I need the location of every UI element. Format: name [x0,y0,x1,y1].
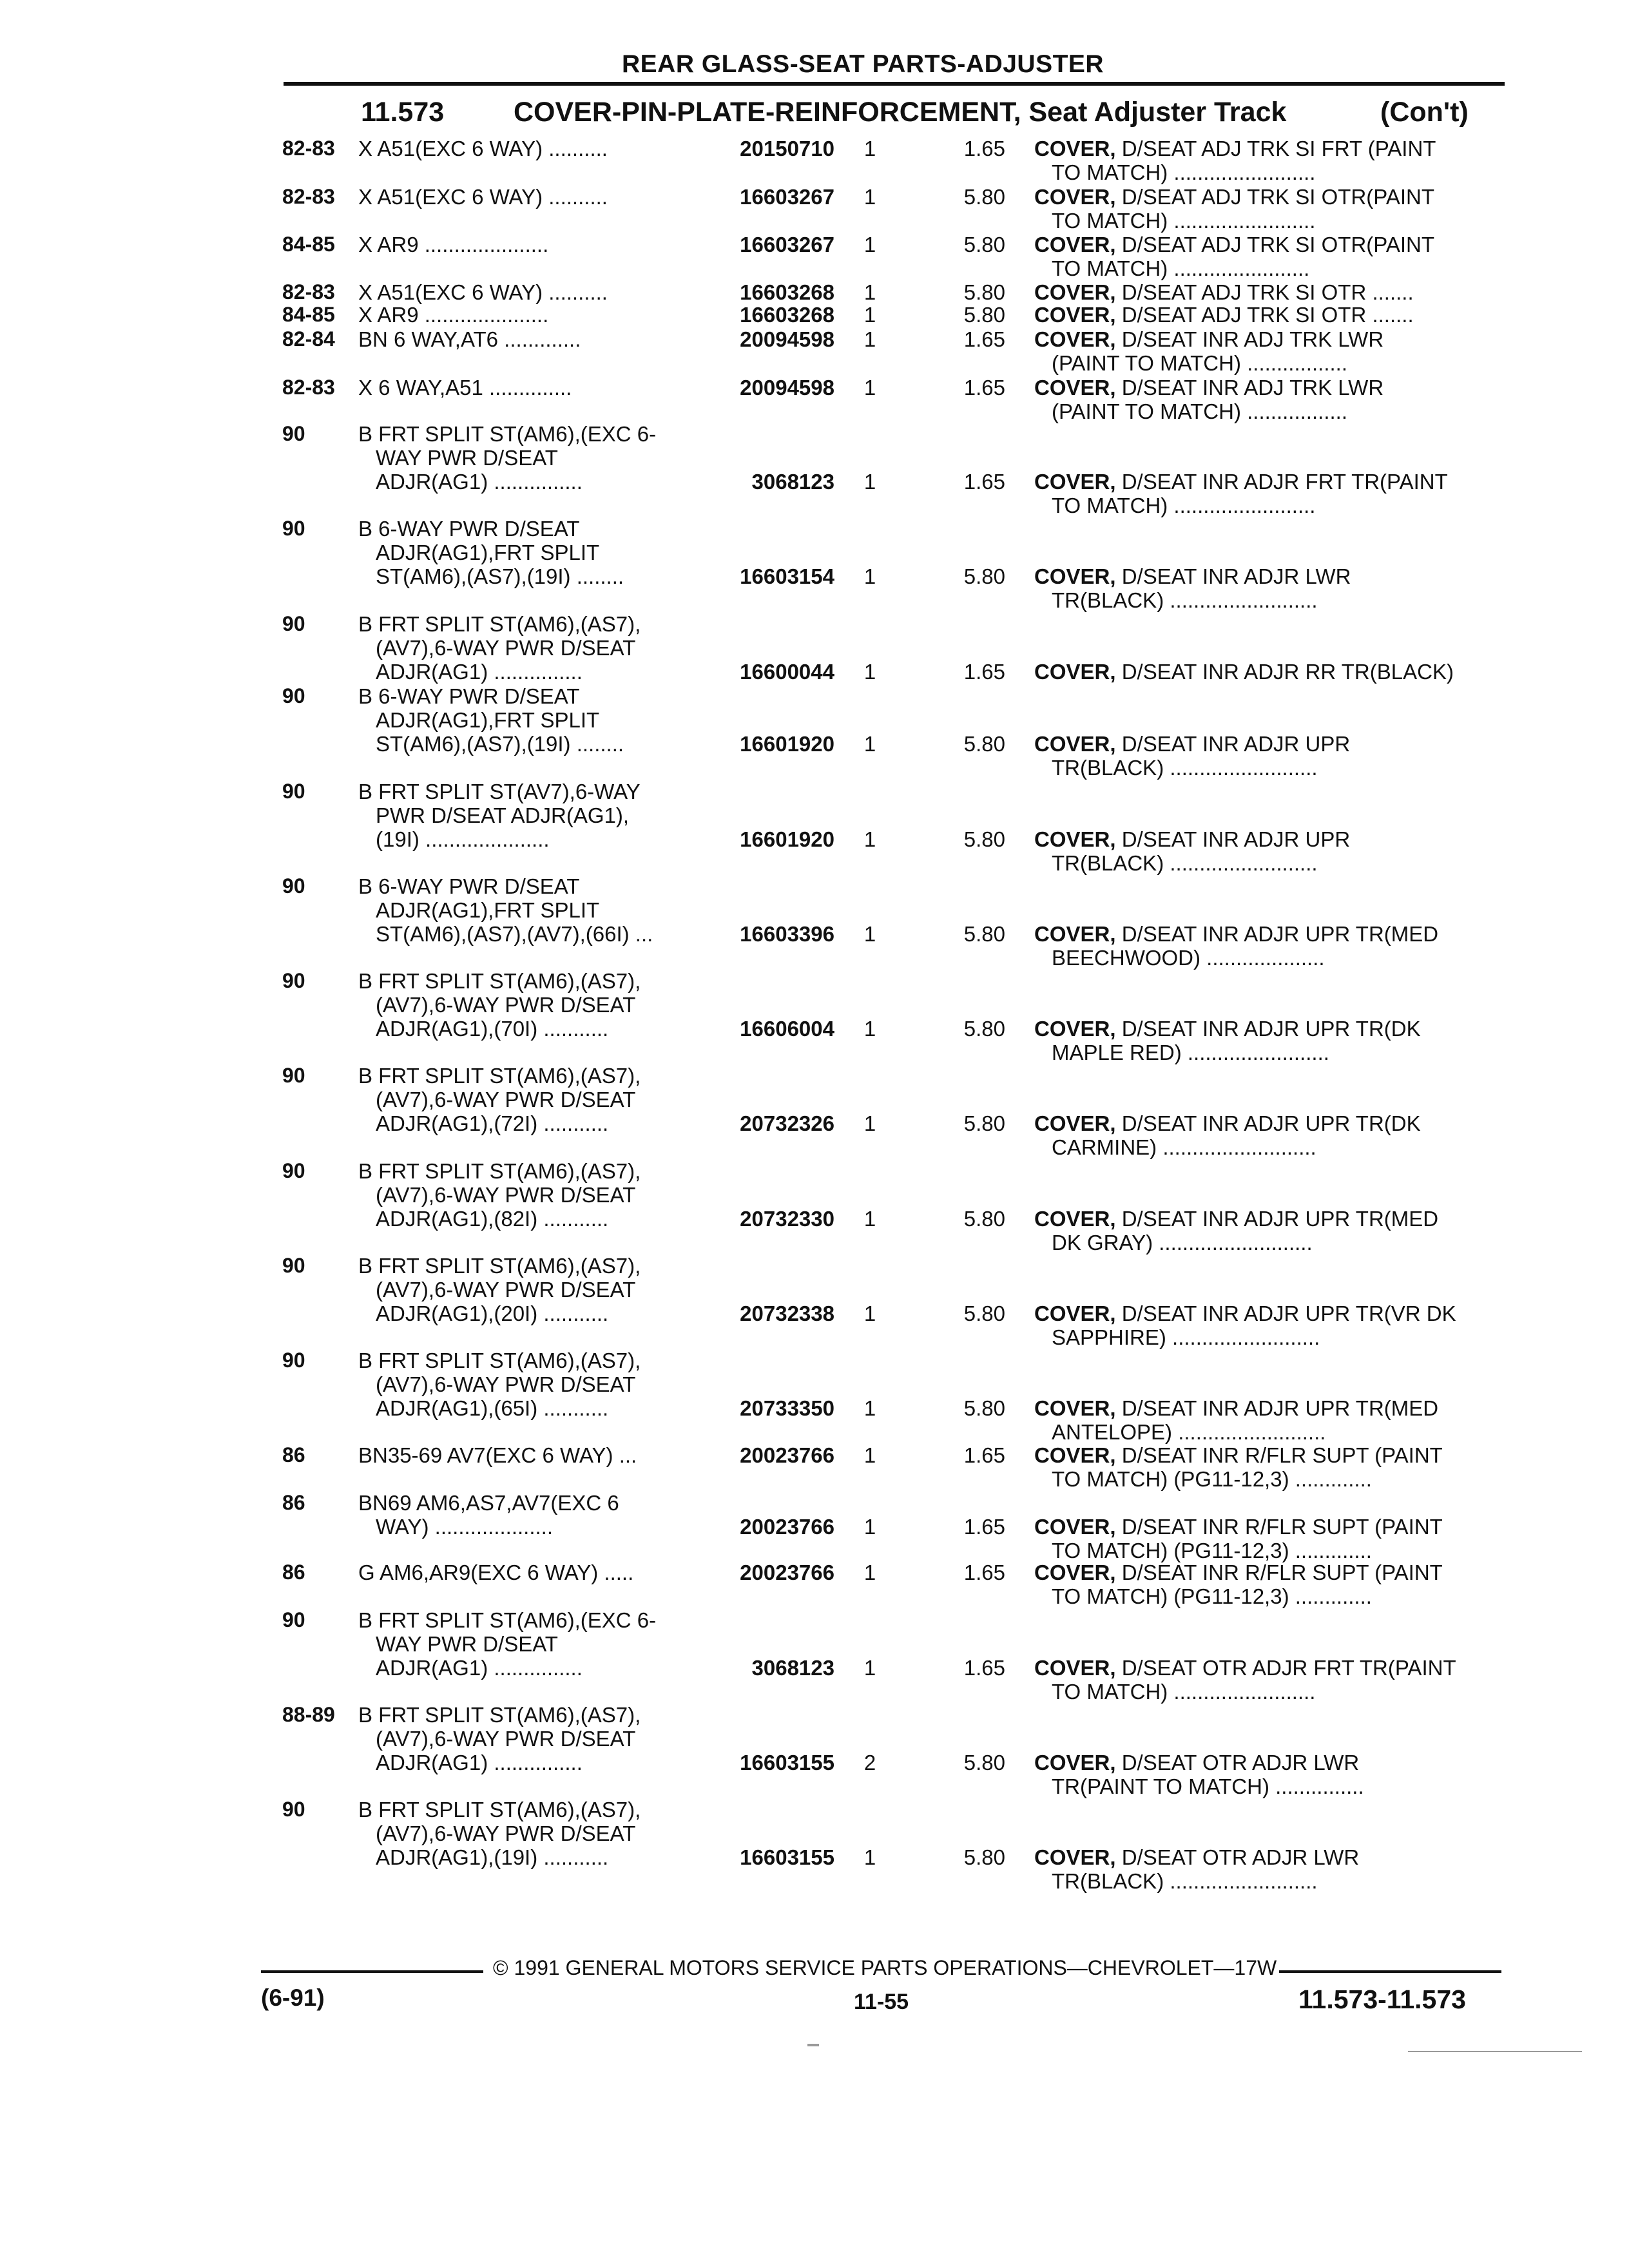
description-lead: COVER, [1034,1443,1116,1467]
description-lead: COVER, [1034,376,1116,399]
model-year: 90 [282,1798,305,1821]
part-number: 20094598 [740,327,834,351]
description-text: D/SEAT INR R/FLR SUPT (PAINT [1121,1561,1443,1584]
part-number: 20023766 [740,1443,834,1467]
description-line [1034,660,1454,684]
model-line: ADJR(AG1),FRT SPLIT [376,708,600,732]
model-year: 82-84 [282,327,335,351]
price-group: 1.65 [963,1656,1005,1680]
quantity: 1 [863,280,876,304]
part-number: 20732326 [740,1111,834,1135]
model-line: X A51(EXC 6 WAY) .......... [358,185,608,209]
description-lead: COVER, [1034,564,1116,588]
price-group: 5.80 [963,1111,1005,1135]
model-year: 88-89 [282,1703,335,1726]
model-year: 90 [282,780,305,803]
description-text: D/SEAT ADJ TRK SI OTR ....... [1121,303,1414,327]
description-line [1034,1845,1359,1869]
part-number: 20023766 [740,1561,834,1584]
model-year: 84-85 [282,303,335,326]
model-line: (AV7),6-WAY PWR D/SEAT [376,1183,636,1207]
price-group: 5.80 [963,922,1005,946]
description-text: D/SEAT INR ADJR UPR [1121,732,1351,756]
part-number: 16601920 [740,827,834,851]
price-group: 5.80 [963,1207,1005,1231]
part-number: 3068123 [751,1656,834,1680]
description-line [1034,1656,1456,1680]
model-line: (AV7),6-WAY PWR D/SEAT [376,1372,636,1396]
section-title: COVER-PIN-PLATE-REINFORCEMENT, Seat Adjuster Track [514,97,1287,128]
model-line: B FRT SPLIT ST(AM6),(AS7), [358,1703,641,1727]
description-line [1034,1302,1456,1325]
model-line: X AR9 ..................... [358,303,549,327]
model-year: 90 [282,1349,305,1372]
model-line: BN69 AM6,AS7,AV7(EXC 6 [358,1491,619,1515]
description-line [1034,470,1448,494]
model-line: B FRT SPLIT ST(AM6),(EXC 6- [358,422,657,446]
description-text: D/SEAT ADJ TRK SI OTR(PAINT [1121,185,1435,209]
title-rule [284,82,1505,86]
description-lead: COVER, [1034,470,1116,494]
price-group: 5.80 [963,185,1005,209]
part-number: 16600044 [740,660,834,684]
model-year: 90 [282,969,305,992]
model-line: ADJR(AG1),(72I) ........... [376,1111,609,1135]
quantity: 1 [863,470,876,494]
description-text: D/SEAT ADJ TRK SI OTR ....... [1121,280,1414,304]
scan-mark [1408,2051,1582,2052]
part-number: 16606004 [740,1017,834,1041]
description-lead: COVER, [1034,327,1116,351]
part-number: 16603155 [740,1845,834,1869]
description-lead: COVER, [1034,1396,1116,1420]
description-line [1034,1561,1443,1584]
description-line [1034,1017,1421,1041]
model-line: BN35-69 AV7(EXC 6 WAY) ... [358,1443,637,1467]
part-number: 20023766 [740,1515,834,1539]
description-lead: COVER, [1034,1656,1116,1680]
description-line [1034,1515,1443,1539]
description-line: TO MATCH) ........................ [1052,160,1316,184]
price-group: 1.65 [963,376,1005,399]
model-line: ST(AM6),(AS7),(19I) ........ [376,564,624,588]
description-line: (PAINT TO MATCH) ................. [1052,399,1347,423]
model-line: ST(AM6),(AS7),(AV7),(66I) ... [376,922,653,946]
model-year: 86 [282,1491,305,1514]
description-lead: COVER, [1034,280,1116,304]
description-line [1034,564,1351,588]
quantity: 1 [863,1017,876,1041]
description-lead: COVER, [1034,137,1116,160]
part-number: 16603268 [740,303,834,327]
description-line [1034,233,1434,256]
model-line: X AR9 ..................... [358,233,549,256]
model-line: B FRT SPLIT ST(AM6),(AS7), [358,612,641,636]
description-line: TO MATCH) (PG11-12,3) ............. [1052,1584,1372,1608]
part-number: 16601920 [740,732,834,756]
description-lead: COVER, [1034,827,1116,851]
price-group: 5.80 [963,280,1005,304]
description-text: D/SEAT INR ADJR UPR TR(DK [1121,1111,1421,1135]
description-lead: COVER, [1034,1561,1116,1584]
model-line: ADJR(AG1) ............... [376,660,583,684]
model-line: ADJR(AG1),(82I) ........... [376,1207,609,1231]
quantity: 2 [863,1751,876,1774]
description-text: D/SEAT OTR ADJR LWR [1121,1845,1360,1869]
description-line [1034,922,1438,946]
model-line: X 6 WAY,A51 .............. [358,376,572,399]
description-line: (PAINT TO MATCH) ................. [1052,351,1347,375]
model-year: 82-83 [282,185,335,208]
part-number: 20094598 [740,376,834,399]
price-group: 5.80 [963,1396,1005,1420]
description-line: TR(BLACK) ......................... [1052,1869,1318,1893]
price-group: 1.65 [963,137,1005,160]
description-line [1034,1443,1443,1467]
description-lead: COVER, [1034,1515,1116,1539]
price-group: 1.65 [963,327,1005,351]
description-line [1034,1111,1421,1135]
quantity: 1 [863,1515,876,1539]
part-number: 16603267 [740,185,834,209]
footer-rule-right [1279,1970,1501,1973]
description-lead: COVER, [1034,1017,1116,1041]
model-year: 90 [282,1608,305,1631]
description-line: TO MATCH) ....................... [1052,256,1310,280]
model-line: ADJR(AG1),(19I) ........... [376,1845,609,1869]
model-line: ADJR(AG1),FRT SPLIT [376,898,600,922]
description-text: D/SEAT INR ADJR UPR [1121,827,1351,851]
quantity: 1 [863,1845,876,1869]
model-line: WAY PWR D/SEAT [376,446,558,470]
model-year: 90 [282,517,305,540]
description-lead: COVER, [1034,1302,1116,1325]
model-year: 90 [282,1254,305,1277]
price-group: 1.65 [963,1561,1005,1584]
description-lead: COVER, [1034,732,1116,756]
model-line: (AV7),6-WAY PWR D/SEAT [376,636,636,660]
description-line [1034,137,1436,160]
price-group: 1.65 [963,660,1005,684]
quantity: 1 [863,1396,876,1420]
quantity: 1 [863,922,876,946]
price-group: 5.80 [963,564,1005,588]
part-number: 16603396 [740,922,834,946]
scan-mark [807,2044,819,2046]
part-number: 16603154 [740,564,834,588]
model-year: 90 [282,1064,305,1087]
model-line: B FRT SPLIT ST(AM6),(AS7), [358,969,641,993]
model-year: 90 [282,422,305,445]
model-line: ADJR(AG1) ............... [376,1751,583,1774]
section-continued-note: (Con't) [1380,97,1469,128]
model-line: ST(AM6),(AS7),(19I) ........ [376,732,624,756]
description-line: TR(BLACK) ......................... [1052,851,1318,875]
model-year: 90 [282,1159,305,1182]
description-line: BEECHWOOD) .................... [1052,946,1325,970]
model-line: ADJR(AG1) ............... [376,470,583,494]
description-text: D/SEAT INR ADJ TRK LWR [1121,327,1384,351]
description-line: CARMINE) .......................... [1052,1135,1316,1159]
model-line: B 6-WAY PWR D/SEAT [358,517,580,541]
model-year: 86 [282,1561,305,1584]
price-group: 1.65 [963,470,1005,494]
quantity: 1 [863,137,876,160]
quantity: 1 [863,1443,876,1467]
description-line: TR(BLACK) ......................... [1052,588,1318,612]
description-line: TO MATCH) (PG11-12,3) ............. [1052,1539,1372,1562]
description-line [1034,732,1350,756]
quantity: 1 [863,732,876,756]
model-line: ADJR(AG1),FRT SPLIT [376,541,600,564]
model-line: (AV7),6-WAY PWR D/SEAT [376,1278,636,1302]
description-text: D/SEAT INR ADJR FRT TR(PAINT [1121,470,1448,494]
model-line: (AV7),6-WAY PWR D/SEAT [376,1727,636,1751]
quantity: 1 [863,1561,876,1584]
quantity: 1 [863,376,876,399]
description-lead: COVER, [1034,1845,1116,1869]
model-line: (AV7),6-WAY PWR D/SEAT [376,1088,636,1111]
quantity: 1 [863,1656,876,1680]
model-line: B FRT SPLIT ST(AM6),(AS7), [358,1254,641,1278]
description-line [1034,280,1414,304]
description-line [1034,185,1434,209]
model-year: 90 [282,684,305,707]
quantity: 1 [863,327,876,351]
model-line: X A51(EXC 6 WAY) .......... [358,280,608,304]
price-group: 5.80 [963,827,1005,851]
description-line [1034,827,1350,851]
description-text: D/SEAT OTR ADJR LWR [1121,1751,1360,1774]
part-number: 20150710 [740,137,834,160]
quantity: 1 [863,233,876,256]
part-number: 20732338 [740,1302,834,1325]
model-line: X A51(EXC 6 WAY) .......... [358,137,608,160]
description-line: TR(BLACK) ......................... [1052,756,1318,780]
description-lead: COVER, [1034,1207,1116,1231]
quantity: 1 [863,564,876,588]
description-text: D/SEAT ADJ TRK SI OTR(PAINT [1121,233,1435,256]
part-number: 20733350 [740,1396,834,1420]
description-line: SAPPHIRE) ......................... [1052,1325,1320,1349]
description-lead: COVER, [1034,185,1116,209]
description-lead: COVER, [1034,303,1116,327]
quantity: 1 [863,185,876,209]
description-line: TO MATCH) ........................ [1052,494,1316,517]
description-text: D/SEAT ADJ TRK SI FRT (PAINT [1121,137,1436,160]
description-line: TR(PAINT TO MATCH) ............... [1052,1774,1364,1798]
quantity: 1 [863,1302,876,1325]
description-lead: COVER, [1034,1111,1116,1135]
model-line: BN 6 WAY,AT6 ............. [358,327,581,351]
price-group: 5.80 [963,1302,1005,1325]
model-line: B FRT SPLIT ST(AM6),(AS7), [358,1349,641,1372]
price-group: 1.65 [963,1443,1005,1467]
footer-copyright: © 1991 GENERAL MOTORS SERVICE PARTS OPERATIONS—CHEVROLET—17W [493,1956,1277,1979]
model-year: 90 [282,874,305,898]
quantity: 1 [863,1111,876,1135]
part-number: 16603267 [740,233,834,256]
description-line: TO MATCH) ........................ [1052,209,1316,233]
part-number: 16603155 [740,1751,834,1774]
model-line: B 6-WAY PWR D/SEAT [358,874,580,898]
model-line: B FRT SPLIT ST(AV7),6-WAY [358,780,641,803]
model-line: (AV7),6-WAY PWR D/SEAT [376,1821,636,1845]
section-number: 11.573 [361,97,445,128]
model-line: WAY) .................... [376,1515,554,1539]
model-year: 82-83 [282,280,335,303]
model-year: 86 [282,1443,305,1466]
footer-date-code: (6-91) [261,1984,325,2011]
description-text: D/SEAT INR ADJR UPR TR(MED [1121,922,1439,946]
price-group: 5.80 [963,233,1005,256]
footer-rule-left [261,1970,483,1973]
description-line [1034,327,1383,351]
price-group: 5.80 [963,1017,1005,1041]
model-line: (AV7),6-WAY PWR D/SEAT [376,993,636,1017]
quantity: 1 [863,1207,876,1231]
quantity: 1 [863,660,876,684]
quantity: 1 [863,827,876,851]
model-line: ADJR(AG1),(20I) ........... [376,1302,609,1325]
description-lead: COVER, [1034,1751,1116,1774]
part-number: 3068123 [751,470,834,494]
model-line: B 6-WAY PWR D/SEAT [358,684,580,708]
price-group: 5.80 [963,732,1005,756]
price-group: 5.80 [963,1845,1005,1869]
description-lead: COVER, [1034,233,1116,256]
description-line [1034,303,1414,327]
price-group: 1.65 [963,1515,1005,1539]
model-line: ADJR(AG1),(65I) ........... [376,1396,609,1420]
model-year: 90 [282,612,305,635]
model-line: ADJR(AG1),(70I) ........... [376,1017,609,1041]
part-number: 16603268 [740,280,834,304]
model-year: 82-83 [282,137,335,160]
footer-page-number: 11-55 [854,1990,909,2014]
description-text: D/SEAT INR ADJR RR TR(BLACK) [1121,660,1454,684]
model-line: G AM6,AR9(EXC 6 WAY) ..... [358,1561,634,1584]
description-line: TO MATCH) (PG11-12,3) ............. [1052,1467,1372,1491]
model-line: ADJR(AG1) ............... [376,1656,583,1680]
description-text: D/SEAT INR R/FLR SUPT (PAINT [1121,1515,1443,1539]
description-text: D/SEAT OTR ADJR FRT TR(PAINT [1121,1656,1456,1680]
description-lead: COVER, [1034,660,1116,684]
model-year: 84-85 [282,233,335,256]
description-line [1034,1207,1438,1231]
description-text: D/SEAT INR R/FLR SUPT (PAINT [1121,1443,1443,1467]
model-line: PWR D/SEAT ADJR(AG1), [376,803,630,827]
model-line: B FRT SPLIT ST(AM6),(EXC 6- [358,1608,657,1632]
model-line: B FRT SPLIT ST(AM6),(AS7), [358,1064,641,1088]
description-line: MAPLE RED) ........................ [1052,1041,1329,1064]
description-lead: COVER, [1034,922,1116,946]
description-text: D/SEAT INR ADJR UPR TR(DK [1121,1017,1421,1041]
price-group: 5.80 [963,1751,1005,1774]
description-line: ANTELOPE) ......................... [1052,1420,1326,1444]
description-text: D/SEAT INR ADJR UPR TR(VR DK [1121,1302,1456,1325]
model-line: B FRT SPLIT ST(AM6),(AS7), [358,1159,641,1183]
description-line [1034,376,1383,399]
description-text: D/SEAT INR ADJR UPR TR(MED [1121,1207,1439,1231]
footer-section-range: 11.573-11.573 [1298,1984,1466,2014]
description-text: D/SEAT INR ADJR LWR [1121,564,1351,588]
description-line [1034,1396,1438,1420]
quantity: 1 [863,303,876,327]
description-text: D/SEAT INR ADJR UPR TR(MED [1121,1396,1439,1420]
model-line: WAY PWR D/SEAT [376,1632,558,1656]
model-year: 82-83 [282,376,335,399]
description-line: TO MATCH) ........................ [1052,1680,1316,1704]
price-group: 5.80 [963,303,1005,327]
model-line: B FRT SPLIT ST(AM6),(AS7), [358,1798,641,1821]
description-text: D/SEAT INR ADJ TRK LWR [1121,376,1384,399]
description-line: DK GRAY) .......................... [1052,1231,1313,1254]
page-title: REAR GLASS-SEAT PARTS-ADJUSTER [622,50,1104,78]
part-number: 20732330 [740,1207,834,1231]
model-line: (19I) ..................... [376,827,550,851]
description-line [1034,1751,1359,1774]
